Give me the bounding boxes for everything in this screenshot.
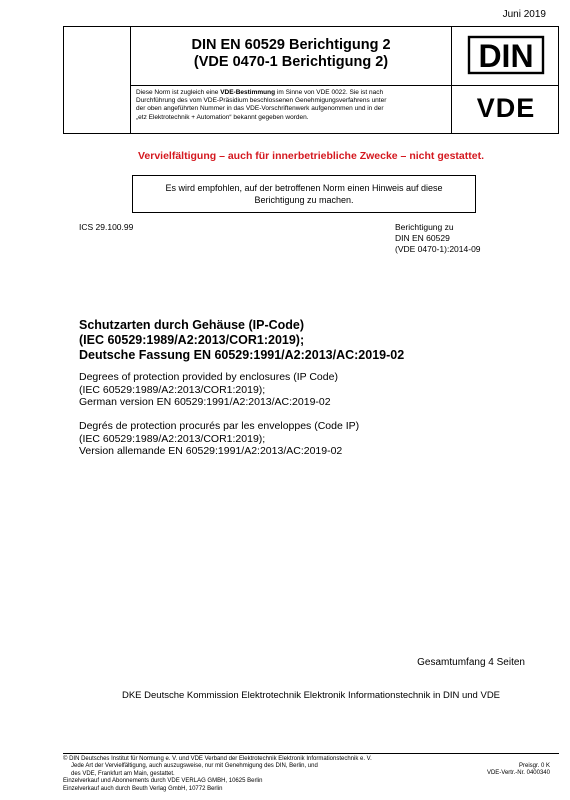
german-title-line: Deutsche Fassung EN 60529:1991/A2:2013/AC:2019-02 bbox=[79, 348, 405, 362]
english-title-line: (IEC 60529:1989/A2:2013/COR1:2019); bbox=[79, 383, 266, 396]
hint-line: Berichtigung zu machen. bbox=[254, 195, 354, 205]
note-line: der oben angeführten Nummer in das VDE-Vorschriftenwerk aufgenommen und in der bbox=[136, 105, 384, 113]
dke-line: DKE Deutsche Kommission Elektrotechnik Elektronik Informationstechnik in DIN und VDE bbox=[121, 690, 501, 701]
footer-divider bbox=[63, 753, 559, 754]
standard-title-line1: DIN EN 60529 Berichtigung 2 bbox=[191, 37, 391, 53]
issue-date: Juni 2019 bbox=[502, 9, 546, 20]
note-line: „etz Elektrotechnik + Automation“ bekannt gegeben worden. bbox=[136, 113, 309, 121]
header-box bbox=[63, 26, 559, 134]
french-title-line: (IEC 60529:1989/A2:2013/COR1:2019); bbox=[79, 432, 266, 445]
french-title bbox=[79, 420, 359, 458]
din-logo bbox=[467, 35, 545, 75]
french-title-line: Degrés de protection procurés par les enveloppes (Code IP) bbox=[79, 420, 360, 432]
note-text: im Sinne von VDE 0022. Sie ist nach bbox=[275, 89, 384, 96]
footer-line: Einzelverkauf auch durch Beuth Verlag GmbH, 10772 Berlin bbox=[63, 785, 223, 792]
footer-line: des VDE, Frankfurt am Main, gestattet. bbox=[71, 770, 175, 777]
vde-determination-note bbox=[136, 89, 448, 122]
vde-logo bbox=[464, 93, 548, 121]
note-bold-text: VDE-Bestimmung bbox=[220, 89, 276, 96]
french-title-line: Version allemande EN 60529:1991/A2:2013/AC:2019-02 bbox=[79, 445, 343, 457]
english-title bbox=[79, 371, 338, 409]
footer-order-info bbox=[487, 763, 550, 778]
hint-line: Es wird empfohlen, auf der betroffenen Norm einen Hinweis auf diese bbox=[165, 183, 443, 193]
total-pages: Gesamtumfang 4 Seiten bbox=[417, 657, 525, 668]
note-line: Durchführung des vom VDE-Präsidium beschlossenen Genehmigungsverfahrens unter bbox=[136, 97, 387, 105]
footer-copyright bbox=[63, 756, 443, 793]
footer-line: Einzelverkauf und Abonnements durch VDE VERLAG GMBH, 10625 Berlin bbox=[63, 778, 263, 785]
vde-logo-text: VDE bbox=[476, 93, 536, 121]
footer-line: © DIN Deutsches Institut für Normung e. V. und VDE Verband der Elektrotechnik Elektronik Informationstechnik e. V. bbox=[63, 756, 372, 762]
footer-line: Jede Art der Vervielfältigung, auch auszugsweise, nur mit Genehmigung des DIN, Berlin, und bbox=[71, 763, 318, 770]
order-number: VDE-Vertr.-Nr. 0400340 bbox=[486, 770, 550, 777]
din-logo-text: DIN bbox=[478, 38, 534, 74]
standard-title-line2: (VDE 0470-1 Berichtigung 2) bbox=[193, 54, 389, 70]
correction-line: (VDE 0470-1):2014-09 bbox=[395, 244, 481, 254]
ics-code: ICS 29.100.99 bbox=[79, 222, 134, 232]
correction-line: Berichtigung zu bbox=[395, 222, 454, 232]
german-title-line: Schutzarten durch Gehäuse (IP-Code) bbox=[79, 318, 305, 332]
standard-title bbox=[131, 37, 451, 71]
reproduction-notice: Vervielfältigung – auch für innerbetriebliche Zwecke – nicht gestattet. bbox=[137, 150, 484, 162]
correction-reference bbox=[395, 222, 481, 255]
price-group: Preisgr. 0 K bbox=[518, 763, 550, 769]
german-title bbox=[79, 318, 404, 363]
english-title-line: Degrees of protection provided by enclosures (IP Code) bbox=[79, 371, 338, 383]
header-divider-middle bbox=[130, 85, 558, 86]
header-divider-right bbox=[451, 27, 452, 133]
german-title-line: (IEC 60529:1989/A2:2013/COR1:2019); bbox=[79, 333, 305, 347]
hint-box bbox=[132, 175, 476, 213]
correction-line: DIN EN 60529 bbox=[395, 233, 450, 243]
english-title-line: German version EN 60529:1991/A2:2013/AC:2019-02 bbox=[79, 396, 331, 408]
note-text: Diese Norm ist zugleich eine bbox=[136, 89, 221, 96]
